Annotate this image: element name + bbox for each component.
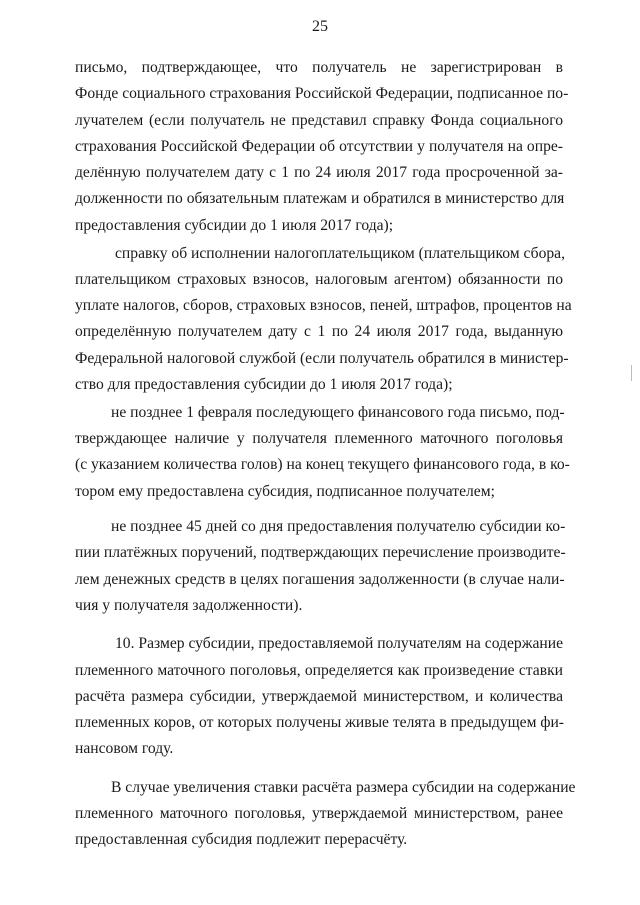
text-line: плательщиком страховых взносов, налоговым агентом) обязанности по [75, 270, 563, 288]
text-line: письмо, подтверждающее, что получатель не зарегистрирован в [75, 59, 563, 76]
text-line: расчёта размера субсидии, утверждаемой министерством, и количества [75, 687, 563, 705]
text-line: предоставленная субсидия подлежит перерасчёту. [75, 831, 408, 849]
text-line: страхования Российской Федерации об отсутствии у получателя на опре- [75, 137, 563, 155]
text-line: предоставления субсидии до 1 июля 2017 года); [75, 216, 394, 234]
text-line: чия у получателя задолженности). [75, 596, 303, 614]
text-line: лем денежных средств в целях погашения задолженности (в случае нали- [75, 570, 565, 588]
text-line: тором ему предоставлена субсидия, подписанное получателем; [75, 482, 495, 500]
text-line: уплате налогов, сборов, страховых взносов, пеней, штрафов, процентов на [75, 297, 572, 315]
text-line: племенных коров, от которых получены живые телята в предыдущем фи- [75, 714, 564, 732]
text-line: лучателем (если получатель не представил справку Фонда социального [75, 111, 563, 129]
text-line: В случае увеличения ставки расчёта размера субсидии на содержание [111, 778, 576, 796]
text-line: племенного маточного поголовья, утверждаемой министерством, ранее [75, 805, 563, 823]
text-line: племенного маточного поголовья, определяется как произведение ставки [75, 661, 563, 679]
text-line: (с указанием количества голов) на конец текущего финансового года, в ко- [75, 456, 570, 474]
text-line: нансовом году. [75, 740, 174, 758]
page-number: 25 [312, 18, 328, 35]
text-line: тверждающее наличие у получателя племенного маточного поголовья [75, 430, 563, 448]
text-line: делённую получателем дату с 1 по 24 июля 2017 года просроченной за- [75, 164, 563, 182]
document-body [75, 55, 576, 854]
text-line: Федеральной налоговой службой (если получатель обратился в министер- [75, 349, 569, 367]
text-line: ство для предоставления субсидии до 1 июля 2017 года); [75, 376, 453, 394]
text-line: определённую получателем дату с 1 по 24 июля 2017 года, выданную [75, 323, 563, 341]
text-line: 10. Размер субсидии, предоставляемой получателям на содержание [115, 635, 563, 653]
text-line: справку об исполнении налогоплательщиком (плательщиком сбора, [115, 244, 566, 262]
text-line: не позднее 45 дней со дня предоставления получателю субсидии ко- [111, 518, 566, 536]
text-line: долженности по обязательным платежам и обратился в министерство для [75, 190, 565, 208]
text-line: не позднее 1 февраля последующего финансового года письмо, под- [111, 403, 565, 421]
text-line: пии платёжных поручений, подтверждающих перечисление производите- [75, 544, 566, 562]
scan-margin-mark [631, 365, 632, 381]
text-line: Фонде социального страхования Российской Федерации, подписанное по- [75, 85, 569, 103]
